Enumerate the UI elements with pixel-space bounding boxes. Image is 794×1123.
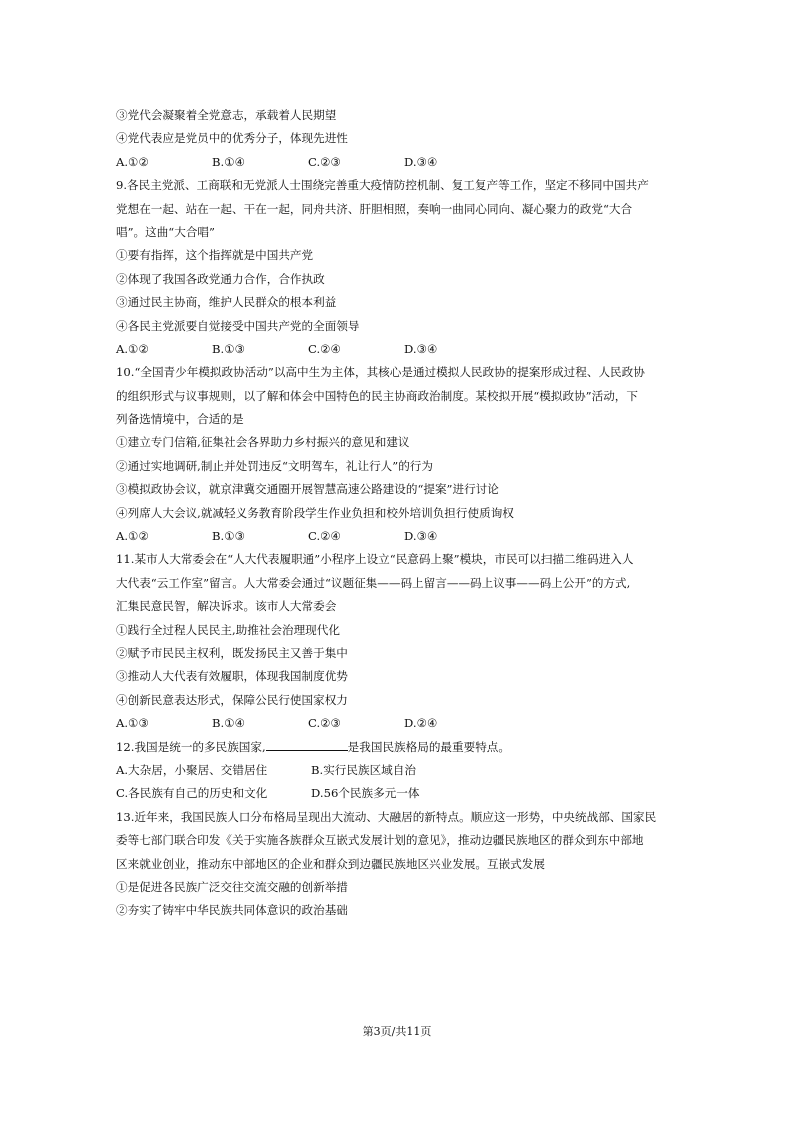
q9-choice-b: B.①③	[212, 341, 245, 356]
q11-choice-d: D.②④	[404, 716, 438, 731]
q10-answer-choices	[116, 525, 682, 548]
q12-choice-a: A.大杂居，小聚居、交错居住	[116, 762, 268, 777]
q8-choice-d: D.③④	[404, 154, 438, 169]
q10-stem-line: 的组织形式与议事规则，以了解和体会中国特色的民主协商政治制度。某校拟开展“模拟政协”活动，下	[116, 388, 638, 403]
q10-option-1: ①建立专门信箱,征集社会各界助力乡村振兴的意见和建议	[116, 435, 410, 450]
q12-choice-d: D.56个民族多元一体	[311, 786, 420, 801]
page-number-footer: 第3页/共11页	[362, 1025, 432, 1038]
q10-choice-b: B.①③	[212, 529, 245, 544]
q10-option-3: ③模拟政协会议，就京津冀交通圈开展智慧高速公路建设的“提案”进行讨论	[116, 482, 499, 497]
q12-choice-b: B.实行民族区域自治	[311, 762, 416, 777]
q11-option-3: ③推动人大代表有效履职，体现我国制度优势	[116, 669, 348, 684]
q13-option-2: ②夯实了铸牢中华民族共同体意识的政治基础	[116, 903, 348, 918]
q11-option-4: ④创新民意表达形式，保障公民行使国家权力	[116, 692, 348, 707]
q11-choice-b: B.①④	[212, 716, 245, 731]
q12-stem-before: 12.我国是统一的多民族国家,	[116, 739, 266, 754]
q11-stem-line: 大代表“云工作室”留言。人大常委会通过“议题征集——码上留言——码上议事——码上公开”的方式,	[116, 575, 631, 590]
q12-answer-choices-row1	[116, 759, 682, 782]
q11-choice-c: C.②③	[308, 716, 341, 731]
q10-stem-line: 列备选情境中，合适的是	[116, 412, 244, 427]
q8-choice-a: A.①②	[116, 154, 149, 169]
q13-stem-line: 委等七部门联合印发《关于实施各族群众互嵌式发展计划的意见》，推动边疆民族地区的群众到东中部地	[116, 833, 644, 848]
q10-choice-c: C.②④	[308, 529, 341, 544]
page-content	[116, 104, 682, 923]
q11-option-2: ②赋予市民民主权利，既发扬民主又善于集中	[116, 645, 348, 660]
q11-answer-choices	[116, 712, 682, 735]
q11-stem-line: 11.某市人大常委会在“人大代表履职通”小程序上设立“民意码上聚”模块，市民可以扫描二维码进入人	[116, 552, 634, 567]
q8-answer-choices	[116, 151, 682, 174]
q13-stem-line: 13.近年来，我国民族人口分布格局呈现出大流动、大融居的新特点。顺应这一形势，中央统战部、国家民	[116, 809, 657, 824]
q9-choice-d: D.③④	[404, 341, 438, 356]
q12-fill-blank	[266, 738, 348, 751]
q13-stem-line: 区来就业创业，推动东中部地区的企业和群众到边疆民族地区兴业发展。互嵌式发展	[116, 856, 545, 871]
q12-stem-after: 是我国民族格局的最重要特点。	[347, 739, 510, 754]
q10-option-2: ②通过实地调研,制止并处罚违反“文明驾车，礼让行人”的行为	[116, 458, 433, 473]
q10-choice-a: A.①②	[116, 529, 149, 544]
q13-option-1: ①是促进各民族广泛交往交流交融的创新举措	[116, 879, 348, 894]
q12-stem	[116, 736, 682, 759]
q9-choice-a: A.①②	[116, 341, 149, 356]
q8-choice-c: C.②③	[308, 154, 341, 169]
q12-choice-c: C.各民族有自己的历史和文化	[116, 786, 268, 801]
q8-option-4: ④党代表应是党员中的优秀分子，体现先进性	[116, 131, 348, 146]
q9-option-3: ③通过民主协商，维护人民群众的根本利益	[116, 295, 337, 310]
q12-answer-choices-row2	[116, 782, 682, 805]
q9-choice-c: C.②④	[308, 341, 341, 356]
q9-answer-choices	[116, 338, 682, 361]
q10-stem-line: 10.“全国青少年模拟政协活动”以高中生为主体，其核心是通过模拟人民政协的提案形成过程、人民政协	[116, 365, 645, 380]
q9-stem-line: 9.各民主党派、工商联和无党派人士围绕完善重大疫情防控机制、复工复产等工作，坚定不移同中国共产	[116, 178, 649, 193]
q9-option-2: ②体现了我国各政党通力合作，合作执政	[116, 271, 325, 286]
q9-option-1: ①要有指挥，这个指挥就是中国共产党	[116, 248, 314, 263]
q11-choice-a: A.①③	[116, 716, 149, 731]
q8-option-3: ③党代会凝聚着全党意志，承载着人民期望	[116, 108, 337, 122]
q10-choice-d: D.③④	[404, 529, 438, 544]
q10-option-4: ④列席人大会议,就减轻义务教育阶段学生作业负担和校外培训负担行使质询权	[116, 505, 514, 520]
q11-option-1: ①践行全过程人民民主,助推社会治理现代化	[116, 622, 340, 637]
q11-stem-line: 汇集民意民智，解决诉求。该市人大常委会	[116, 599, 337, 614]
q9-stem-line: 党想在一起、站在一起、干在一起，同舟共济、肝胆相照，奏响一曲同心同向、凝心聚力的政党“大合	[116, 201, 633, 216]
q9-stem-line: 唱”。这曲“大合唱”	[116, 224, 215, 239]
q9-option-4: ④各民主党派要自觉接受中国共产党的全面领导	[116, 318, 360, 333]
q8-choice-b: B.①④	[212, 154, 245, 169]
